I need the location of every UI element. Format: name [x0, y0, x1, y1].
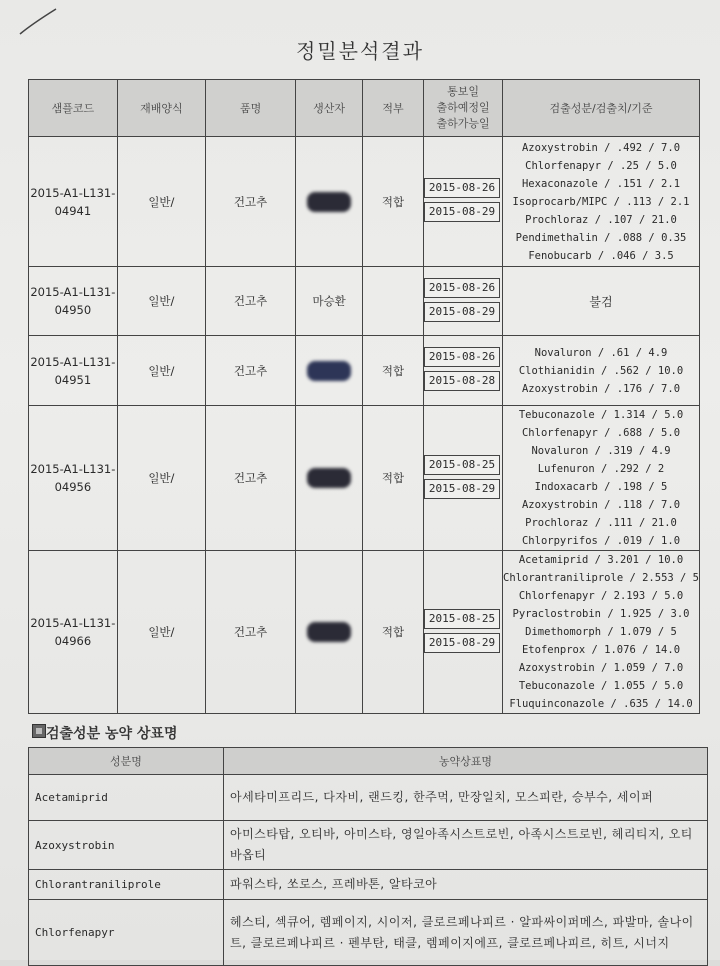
- ship-date: 2015-08-29: [424, 302, 500, 322]
- cultivation-method: 일반/: [117, 406, 205, 551]
- section-square-icon: [32, 724, 46, 738]
- item-name: 건고추: [205, 551, 295, 714]
- result-line: Chlorantraniliprole / 2.553 / 5: [503, 572, 699, 584]
- header-component: 성분명: [29, 748, 224, 775]
- component-name: Azoxystrobin: [29, 821, 224, 870]
- result-line: Novaluron / .61 / 4.9: [534, 346, 668, 359]
- brand-names: 아미스타탑, 오티바, 아미스타, 영일아족시스트로빈, 아족시스트로빈, 헤리티지, 오티바옵티: [224, 821, 708, 870]
- result-line: Chlorfenapyr / 2.193 / 5.0: [518, 590, 684, 602]
- result-line: Azoxystrobin / 1.059 / 7.0: [518, 662, 684, 674]
- ship-date: 2015-08-29: [424, 633, 500, 653]
- pesticide-brand-table: [28, 747, 708, 966]
- suitability: [363, 267, 424, 336]
- ship-date: 2015-08-29: [424, 202, 500, 222]
- redacted-producer-name: 김남환: [307, 192, 351, 212]
- result-line: Azoxystrobin / .176 / 7.0: [521, 382, 681, 395]
- header-results: 검출성분/검출치/기준: [503, 80, 700, 137]
- sample-code: 2015-A1-L131-04951: [29, 336, 118, 406]
- section-title: 검출성분 농약 상표명: [46, 726, 178, 742]
- result-line: Pendimethalin / .088 / 0.35: [515, 231, 687, 244]
- notice-date: 2015-08-26: [424, 347, 500, 367]
- table-row: [29, 267, 700, 336]
- brand-names: 헤스티, 섹큐어, 렘페이지, 시이저, 클로르페나피르 · 알파싸이퍼메스, 파발마, 솔나이트, 클로르페나피르 · 펜부탄, 태클, 렘페이지에프, 클로르페나피르, 히트, 시너지: [224, 900, 708, 966]
- table-header-row: [29, 80, 700, 137]
- sample-code: 2015-A1-L131-04956: [29, 406, 118, 551]
- cultivation-method: 일반/: [117, 137, 205, 267]
- result-line: Pyraclostrobin / 1.925 / 3.0: [512, 608, 690, 620]
- page-title: 정밀분석결과: [296, 39, 424, 63]
- result-line: Indoxacarb / .198 / 5: [534, 481, 668, 493]
- not-detected-text: 불검: [589, 294, 613, 309]
- notice-date: 2015-08-25: [424, 455, 500, 475]
- suitability: 적합: [363, 551, 424, 714]
- header-sample-code: 샘플코드: [29, 80, 118, 137]
- producer-cell: [296, 551, 363, 714]
- result-line: Prochloraz / .111 / 21.0: [525, 517, 677, 529]
- header-producer: 생산자: [296, 80, 363, 137]
- table-header-row: [29, 748, 708, 775]
- dates-cell: [423, 406, 502, 551]
- table-row: [29, 870, 708, 900]
- dates-cell: [423, 137, 502, 267]
- producer-cell: [296, 137, 363, 267]
- result-line: Acetamiprid / 3.201 / 10.0: [518, 554, 684, 566]
- redacted-producer-name: 김영숙: [307, 468, 351, 488]
- table-row: [29, 551, 700, 714]
- brand-names: 아세타미프리드, 다자비, 랜드킹, 한주먹, 만장일치, 모스피란, 승부수, 세이퍼: [224, 775, 708, 821]
- item-name: 건고추: [205, 336, 295, 406]
- result-line: Azoxystrobin / .118 / 7.0: [521, 499, 681, 511]
- result-line: Tebuconazole / 1.314 / 5.0: [518, 409, 684, 421]
- pen-stroke-mark: [18, 6, 58, 36]
- result-line: Novaluron / .319 / 4.9: [531, 445, 671, 457]
- notice-date: 2015-08-26: [424, 278, 500, 298]
- results-cell: [503, 137, 700, 267]
- notice-date: 2015-08-25: [424, 609, 500, 629]
- component-name: Chlorfenapyr: [29, 900, 224, 966]
- sample-code: 2015-A1-L131-04950: [29, 267, 118, 336]
- result-line: Fenobucarb / .046 / 3.5: [528, 249, 674, 262]
- suitability: 적합: [363, 137, 424, 267]
- dates-cell: [423, 336, 502, 406]
- table-row: [29, 406, 700, 551]
- header-item-name: 품명: [205, 80, 295, 137]
- table-row: [29, 137, 700, 267]
- ship-date: 2015-08-28: [424, 371, 500, 391]
- table-row: [29, 821, 708, 870]
- notice-date: 2015-08-26: [424, 178, 500, 198]
- results-cell: [503, 267, 700, 336]
- component-name: Acetamiprid: [29, 775, 224, 821]
- table-row: [29, 775, 708, 821]
- item-name: 건고추: [205, 267, 295, 336]
- results-cell: [503, 406, 700, 551]
- brand-names: 파워스타, 쏘로스, 프레바톤, 알타코아: [224, 870, 708, 900]
- analysis-results-table: [28, 79, 700, 714]
- result-line: Prochloraz / .107 / 21.0: [525, 213, 677, 226]
- suitability: 적합: [363, 336, 424, 406]
- result-line: Fluquinconazole / .635 / 14.0: [509, 698, 693, 710]
- cultivation-method: 일반/: [117, 551, 205, 714]
- result-line: Isoprocarb/MIPC / .113 / 2.1: [512, 195, 690, 208]
- table-row: [29, 900, 708, 966]
- header-dates: 통보일 출하예정일 출하가능일: [423, 80, 502, 137]
- result-line: Tebuconazole / 1.055 / 5.0: [518, 680, 684, 692]
- redacted-producer-name: 최영숙: [307, 622, 351, 642]
- result-line: Chlorfenapyr / .25 / 5.0: [525, 159, 677, 172]
- ship-date: 2015-08-29: [424, 479, 500, 499]
- item-name: 건고추: [205, 137, 295, 267]
- result-line: Hexaconazole / .151 / 2.1: [521, 177, 681, 190]
- table-row: [29, 336, 700, 406]
- dates-cell: [423, 551, 502, 714]
- result-line: Etofenprox / 1.076 / 14.0: [521, 644, 681, 656]
- cultivation-method: 일반/: [117, 267, 205, 336]
- producer-name: 마승환: [296, 267, 363, 336]
- result-line: Dimethomorph / 1.079 / 5: [525, 626, 677, 638]
- result-line: Clothianidin / .562 / 10.0: [518, 364, 684, 377]
- result-line: Azoxystrobin / .492 / 7.0: [521, 141, 681, 154]
- suitability: 적합: [363, 406, 424, 551]
- results-cell: [503, 336, 700, 406]
- result-line: Chlorpyrifos / .019 / 1.0: [521, 535, 681, 547]
- header-cultivation: 재배양식: [117, 80, 205, 137]
- result-line: Lufenuron / .292 / 2: [537, 463, 665, 475]
- producer-cell: [296, 336, 363, 406]
- redacted-producer-name: 한영자: [307, 361, 351, 381]
- dates-cell: [423, 267, 502, 336]
- producer-cell: [296, 406, 363, 551]
- results-cell: [503, 551, 700, 714]
- sample-code: 2015-A1-L131-04941: [29, 137, 118, 267]
- result-line: Chlorfenapyr / .688 / 5.0: [521, 427, 681, 439]
- component-name: Chlorantraniliprole: [29, 870, 224, 900]
- header-suitability: 적부: [363, 80, 424, 137]
- header-brands: 농약상표명: [224, 748, 708, 775]
- sample-code: 2015-A1-L131-04966: [29, 551, 118, 714]
- cultivation-method: 일반/: [117, 336, 205, 406]
- item-name: 건고추: [205, 406, 295, 551]
